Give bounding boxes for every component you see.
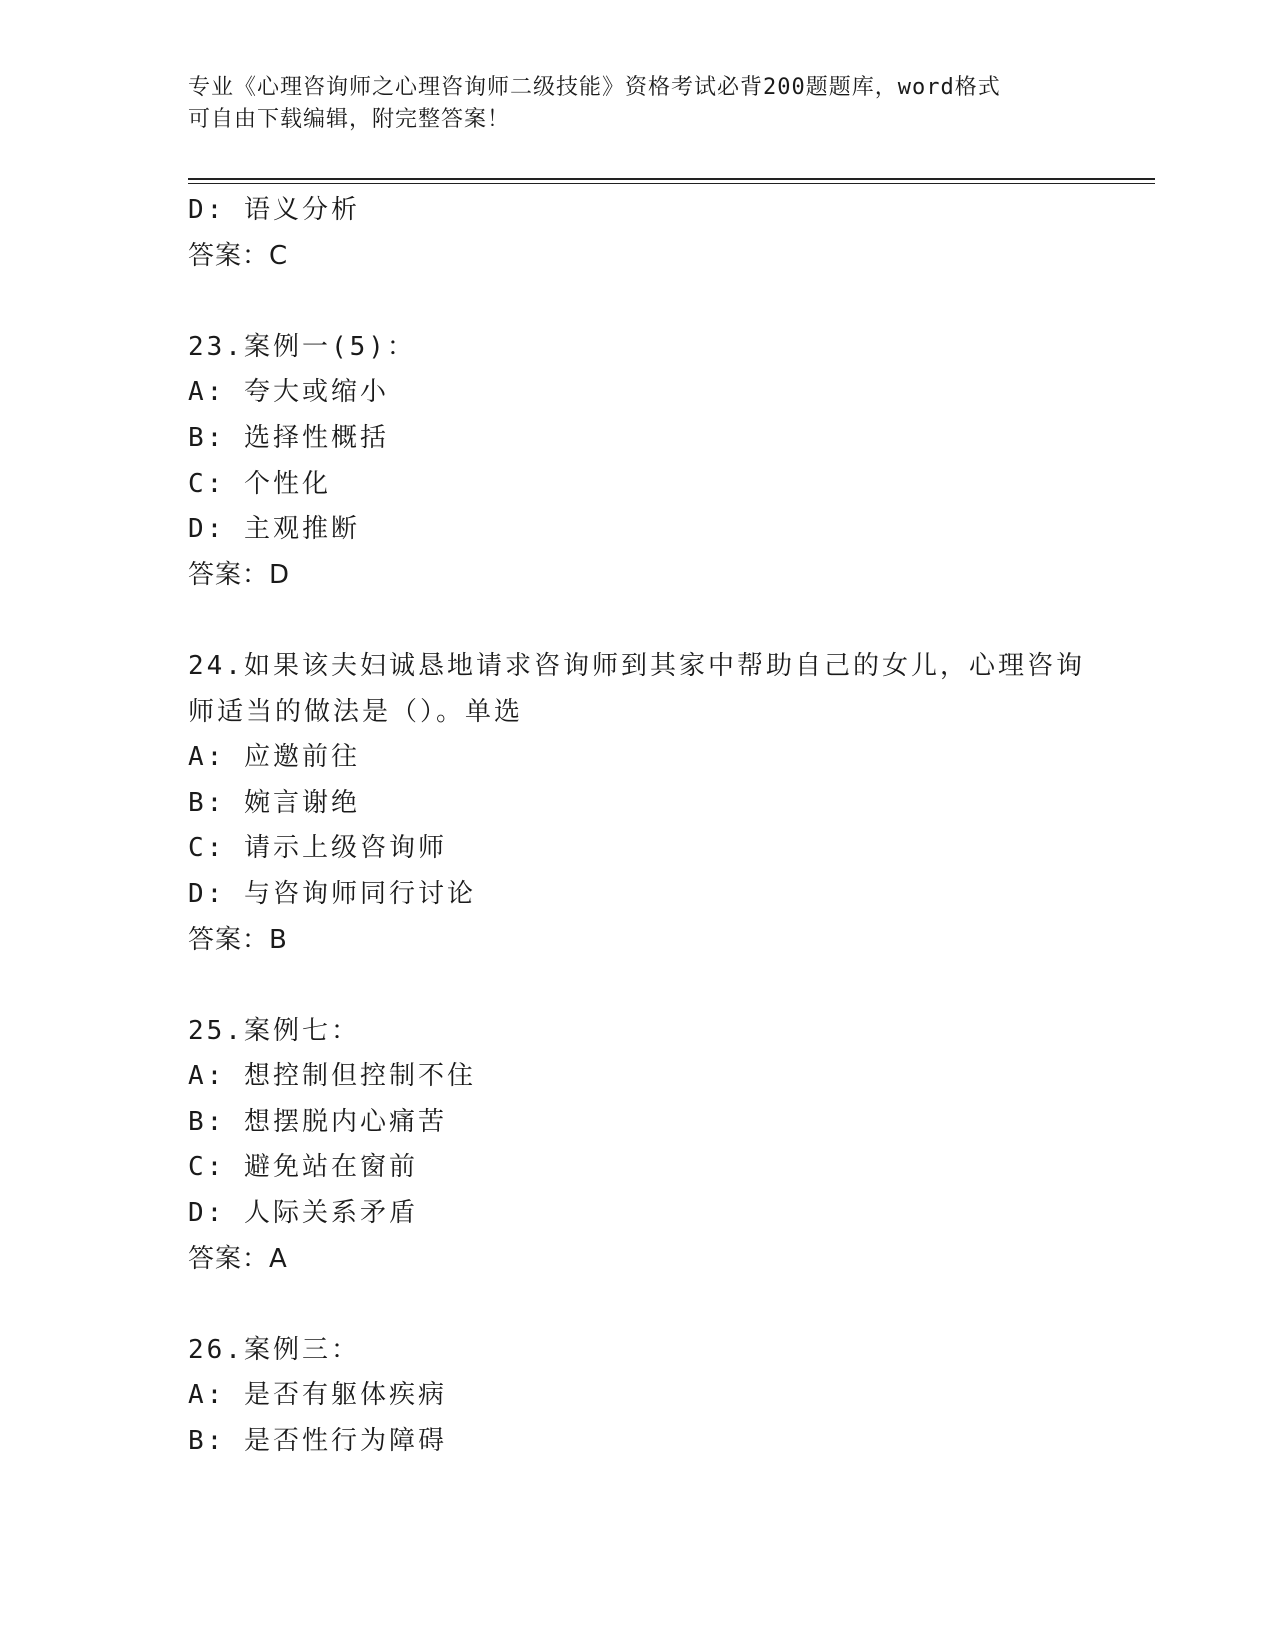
- spacer: [188, 279, 1088, 325]
- option-a: A: 应邀前往: [188, 742, 360, 773]
- header-rule-thick: [188, 178, 1155, 180]
- option-c: C: 避免站在窗前: [188, 1152, 418, 1183]
- question-stem-25: 25.案例七：: [188, 1015, 360, 1046]
- option-c: C: 请示上级咨询师: [188, 833, 447, 864]
- header-line-1: 专业《心理咨询师之心理咨询师二级技能》资格考试必背200题题库，word格式: [188, 75, 1001, 100]
- option-b: B: 婉言谢绝: [188, 787, 360, 818]
- answer-line: 答案：C: [188, 240, 289, 271]
- option-a: A: 夸大或缩小: [188, 377, 389, 408]
- spacer: [188, 598, 1088, 644]
- answer-line: 答案：B: [188, 924, 288, 955]
- option-b: B: 是否性行为障碍: [188, 1426, 447, 1457]
- spacer: [188, 1282, 1088, 1328]
- spacer: [188, 963, 1088, 1009]
- option-b: B: 想摆脱内心痛苦: [188, 1106, 447, 1137]
- answer-line: 答案：A: [188, 1243, 288, 1274]
- question-stem-24-line-1: 24.如果该夫妇诚恳地请求咨询师到其家中帮助自己的女儿，心理咨询: [188, 650, 1085, 681]
- option-d: D: 主观推断: [188, 514, 360, 545]
- option-c: C: 个性化: [188, 468, 331, 499]
- header-rule-thin: [188, 183, 1155, 184]
- option-d: D: 语义分析: [188, 195, 360, 225]
- question-stem-23: 23.案例一(5)：: [188, 331, 416, 362]
- option-d: D: 人际关系矛盾: [188, 1198, 418, 1229]
- question-stem-24-line-2: 师适当的做法是（）。单选: [188, 696, 524, 727]
- question-list: [188, 188, 1088, 1465]
- answer-line: 答案：D: [188, 559, 291, 590]
- option-b: B: 选择性概括: [188, 422, 389, 453]
- option-d: D: 与咨询师同行讨论: [188, 878, 476, 909]
- question-stem-26: 26.案例三：: [188, 1334, 360, 1365]
- option-a: A: 是否有躯体疾病: [188, 1380, 447, 1411]
- header-line-2: 可自由下载编辑，附完整答案！: [188, 107, 511, 132]
- page-header: [188, 72, 1068, 136]
- option-a: A: 想控制但控制不住: [188, 1061, 476, 1092]
